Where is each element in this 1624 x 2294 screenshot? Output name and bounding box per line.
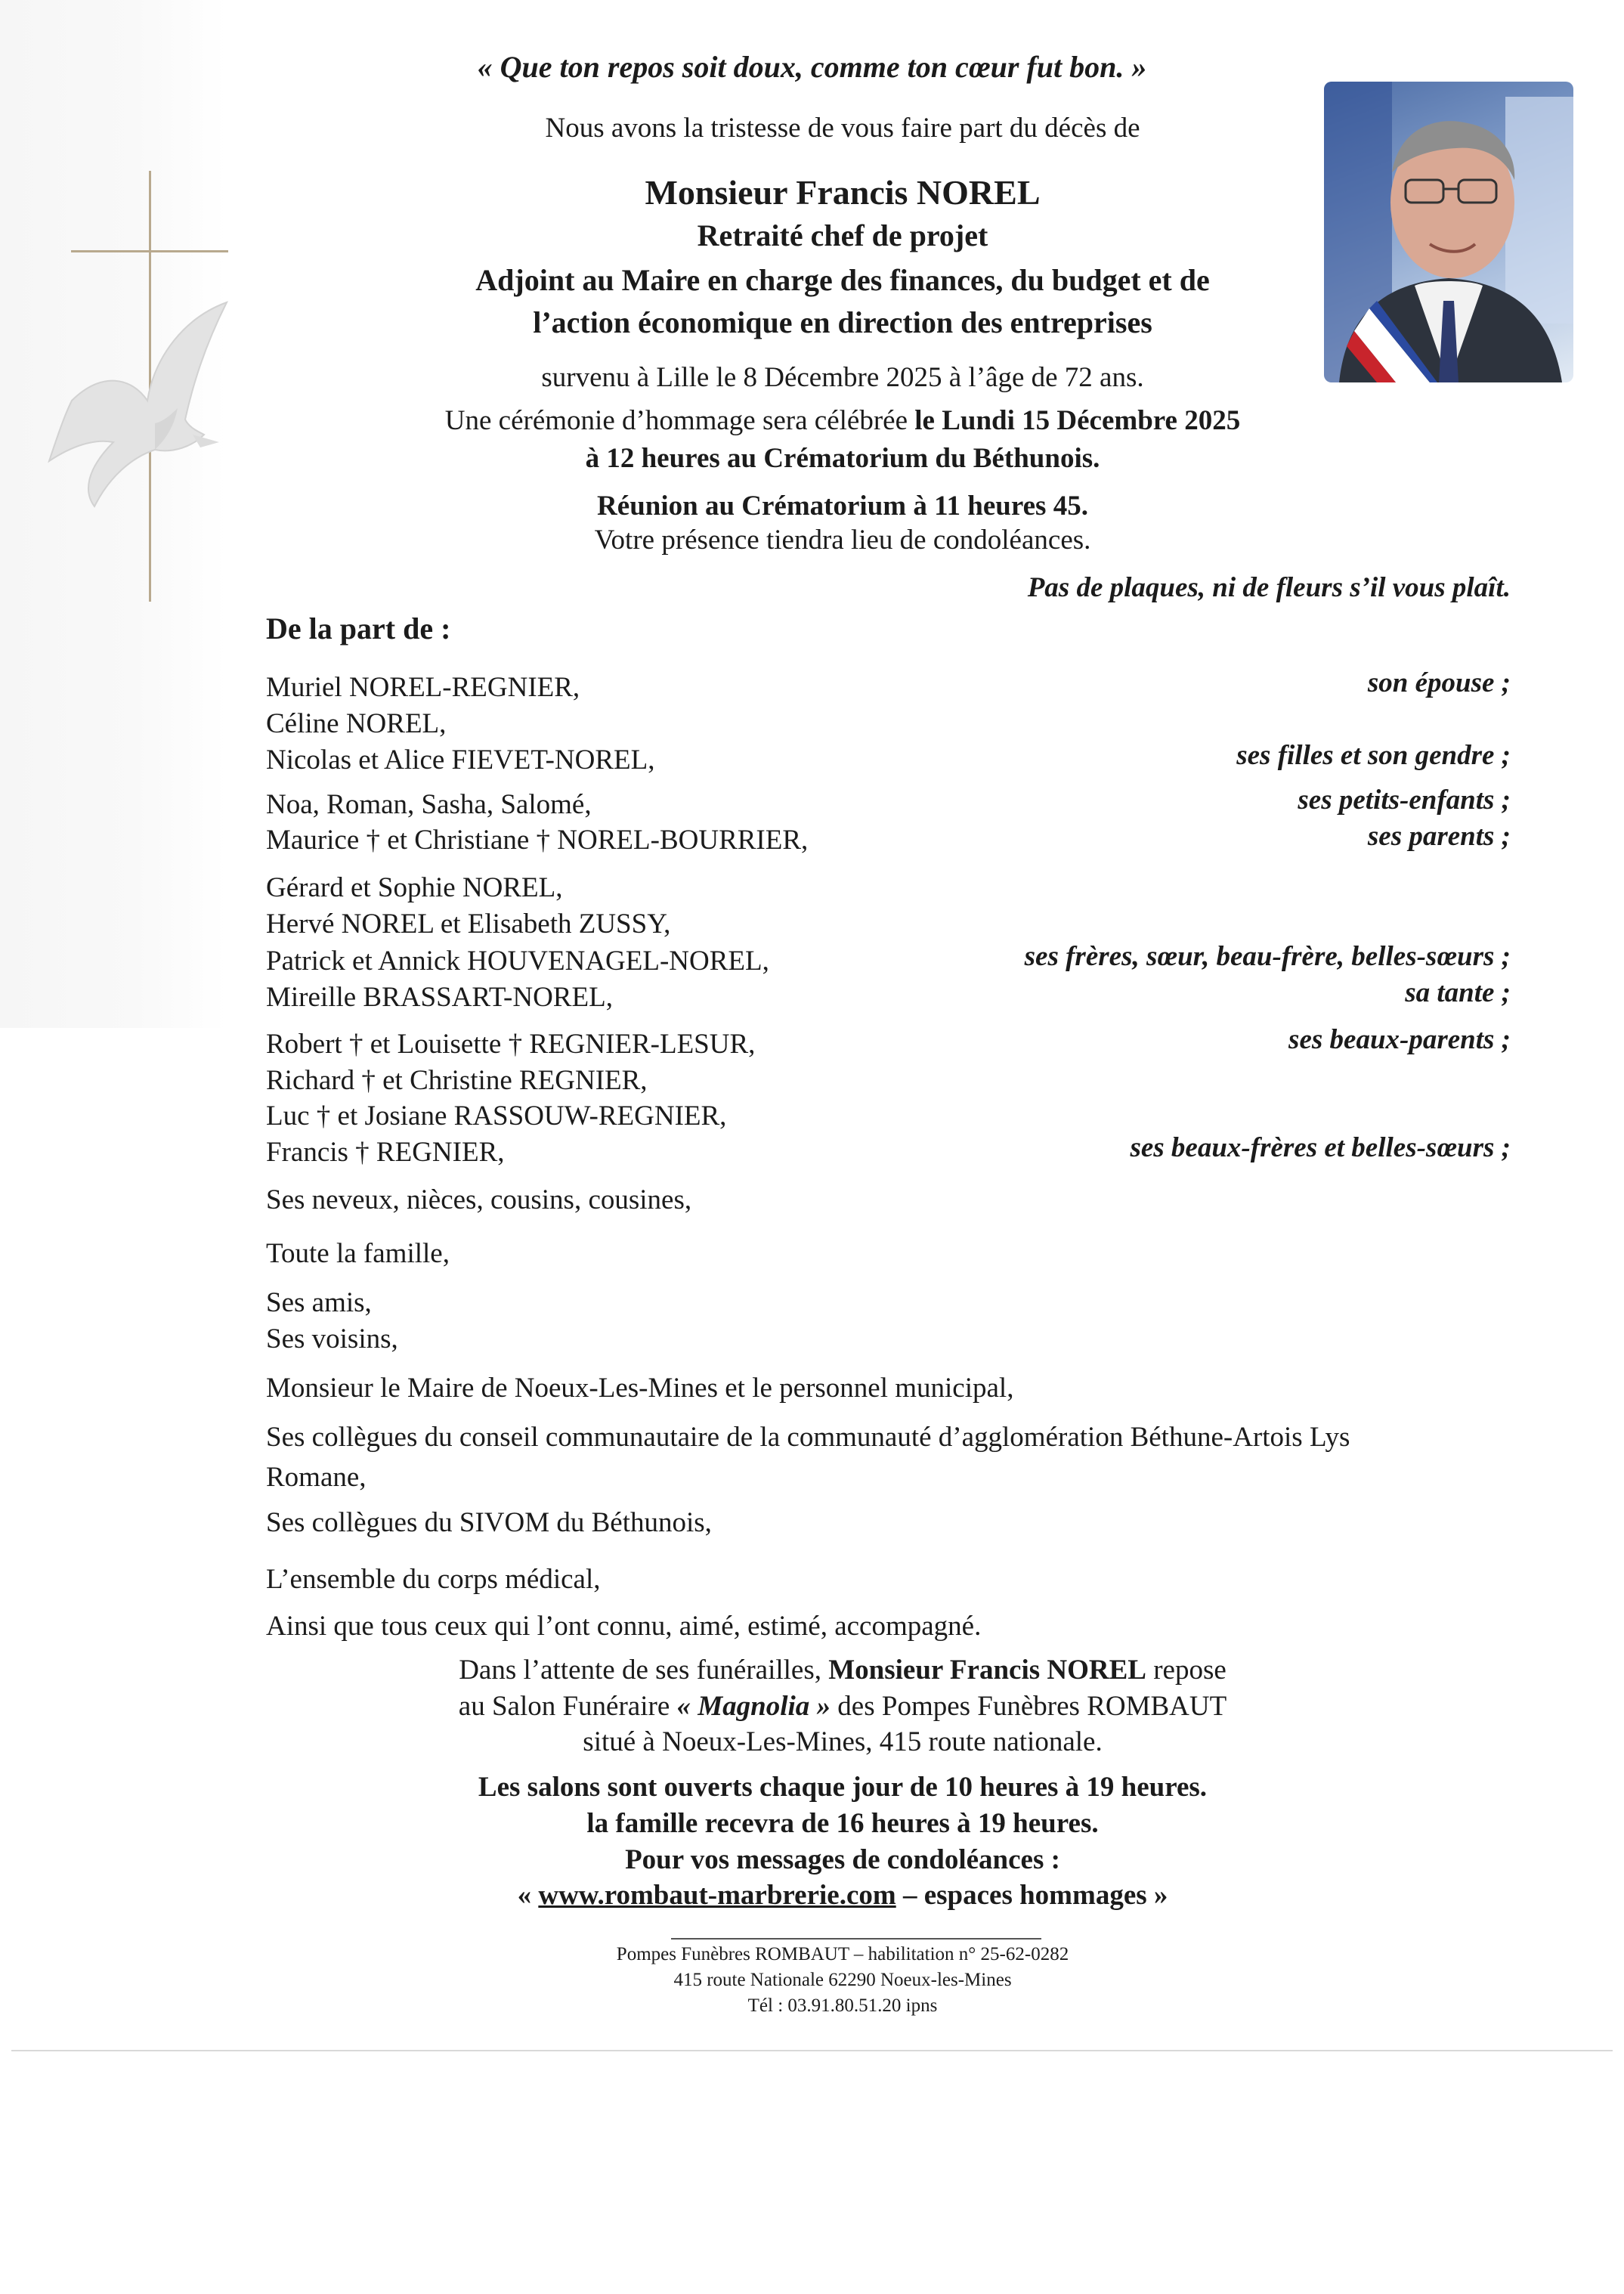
footer-divider: [671, 1938, 1041, 1940]
rest-suffix: repose: [1146, 1655, 1227, 1686]
hours-line: la famille recevra de 16 heures à 19 heures.: [586, 1808, 1099, 1839]
family-name: Ses voisins,: [266, 1323, 398, 1354]
title-line-3: l’action économique en direction des entreprises: [533, 305, 1152, 339]
no-flowers-note: Pas de plaques, ni de fleurs s’il vous plaît.: [1027, 572, 1511, 603]
family-name: Mireille BRASSART-NOREL,: [266, 982, 613, 1013]
relation: son épouse ;: [1367, 667, 1511, 698]
website-line: [0, 1879, 1624, 1912]
footer-line: 415 route Nationale 62290 Noeux-les-Mines: [673, 1970, 1012, 1990]
hours-line: Les salons sont ouverts chaque jour de 10 heures à 19 heures.: [478, 1772, 1208, 1803]
from-label: De la part de :: [266, 611, 451, 645]
death-details: survenu à Lille le 8 Décembre 2025 à l’âge de 72 ans.: [541, 362, 1144, 393]
salon-suffix: des Pompes Funèbres ROMBAUT: [831, 1691, 1227, 1722]
family-name: Gérard et Sophie NOREL,: [266, 872, 563, 903]
rest-name: Monsieur Francis NOREL: [828, 1655, 1146, 1686]
deceased-name: Monsieur Francis NOREL: [645, 173, 1041, 212]
family-name: Nicolas et Alice FIEVET-NOREL,: [266, 745, 655, 776]
other-line: Ainsi que tous ceux qui l’ont connu, aimé, estimé, accompagné.: [266, 1611, 982, 1642]
condolences-line: Votre présence tiendra lieu de condoléances.: [594, 525, 1091, 556]
relation: sa tante ;: [1405, 977, 1511, 1008]
relation: ses beaux-parents ;: [1288, 1024, 1511, 1055]
relation: ses frères, sœur, beau-frère, belles-sœurs ;: [1024, 941, 1511, 972]
title-line-2: Adjoint au Maire en charge des finances, du budget et de: [475, 263, 1210, 297]
other-line: Monsieur le Maire de Noeux-Les-Mines et le personnel municipal,: [266, 1373, 1014, 1404]
quote: « Que ton repos soit doux, comme ton cœur fut bon. »: [477, 50, 1147, 84]
other-line: Romane,: [266, 1462, 367, 1493]
ceremony-date: le Lundi 15 Décembre 2025: [914, 405, 1241, 436]
family-name: Richard † et Christine REGNIER,: [266, 1065, 648, 1096]
ceremony-line-2: à 12 heures au Crématorium du Béthunois.: [585, 443, 1100, 474]
title-line-1: Retraité chef de projet: [697, 218, 988, 252]
relation: ses filles et son gendre ;: [1236, 740, 1511, 771]
family-name: Céline NOREL,: [266, 708, 447, 739]
hours-line: Pour vos messages de condoléances :: [625, 1844, 1060, 1875]
footer-line: Pompes Funèbres ROMBAUT – habilitation n° 25-62-0282: [616, 1944, 1069, 1964]
family-name: Luc † et Josiane RASSOUW-REGNIER,: [266, 1101, 727, 1132]
family-name: Toute la famille,: [266, 1238, 450, 1269]
intro-text: Nous avons la tristesse de vous faire part du décès de: [545, 113, 1140, 144]
ceremony-prefix: Une cérémonie d’hommage sera célébrée: [444, 405, 915, 436]
ceremony-line-1: [0, 404, 1624, 437]
family-name: Robert † et Louisette † REGNIER-LESUR,: [266, 1029, 756, 1060]
website-open: «: [517, 1880, 539, 1911]
family-name: Muriel NOREL-REGNIER,: [266, 672, 580, 703]
family-name: Maurice † et Christiane † NOREL-BOURRIER,: [266, 825, 809, 856]
family-name: Francis † REGNIER,: [266, 1137, 505, 1168]
family-name: Hervé NOREL et Elisabeth ZUSSY,: [266, 909, 671, 940]
relation: ses beaux-frères et belles-sœurs ;: [1130, 1132, 1511, 1163]
rest-line-2: [0, 1690, 1624, 1723]
scan-edge: [11, 2050, 1613, 2051]
other-line: L’ensemble du corps médical,: [266, 1564, 601, 1595]
footer-line: Tél : 03.91.80.51.20 ipns: [747, 1995, 938, 2016]
family-name: Noa, Roman, Sasha, Salomé,: [266, 789, 592, 820]
website-close: – espaces hommages »: [896, 1880, 1168, 1911]
reunion-line: Réunion au Crématorium à 11 heures 45.: [597, 491, 1088, 522]
family-name: Ses amis,: [266, 1287, 372, 1318]
other-line: Ses collègues du conseil communautaire de la communauté d’agglomération Béthune-Artois Lys: [266, 1422, 1350, 1453]
family-name: Patrick et Annick HOUVENAGEL-NOREL,: [266, 946, 769, 977]
salon-name: « Magnolia »: [676, 1691, 831, 1722]
salon-prefix: au Salon Funéraire: [458, 1691, 677, 1722]
rest-line-1: [0, 1654, 1624, 1686]
relation: ses parents ;: [1367, 821, 1511, 852]
website-link[interactable]: www.rombaut-marbrerie.com: [538, 1880, 896, 1911]
relation: ses petits-enfants ;: [1298, 785, 1511, 816]
rest-line-3: situé à Noeux-Les-Mines, 415 route nationale.: [583, 1726, 1103, 1757]
family-name: Ses neveux, nièces, cousins, cousines,: [266, 1184, 692, 1215]
other-line: Ses collègues du SIVOM du Béthunois,: [266, 1507, 712, 1538]
rest-prefix: Dans l’attente de ses funérailles,: [459, 1655, 829, 1686]
